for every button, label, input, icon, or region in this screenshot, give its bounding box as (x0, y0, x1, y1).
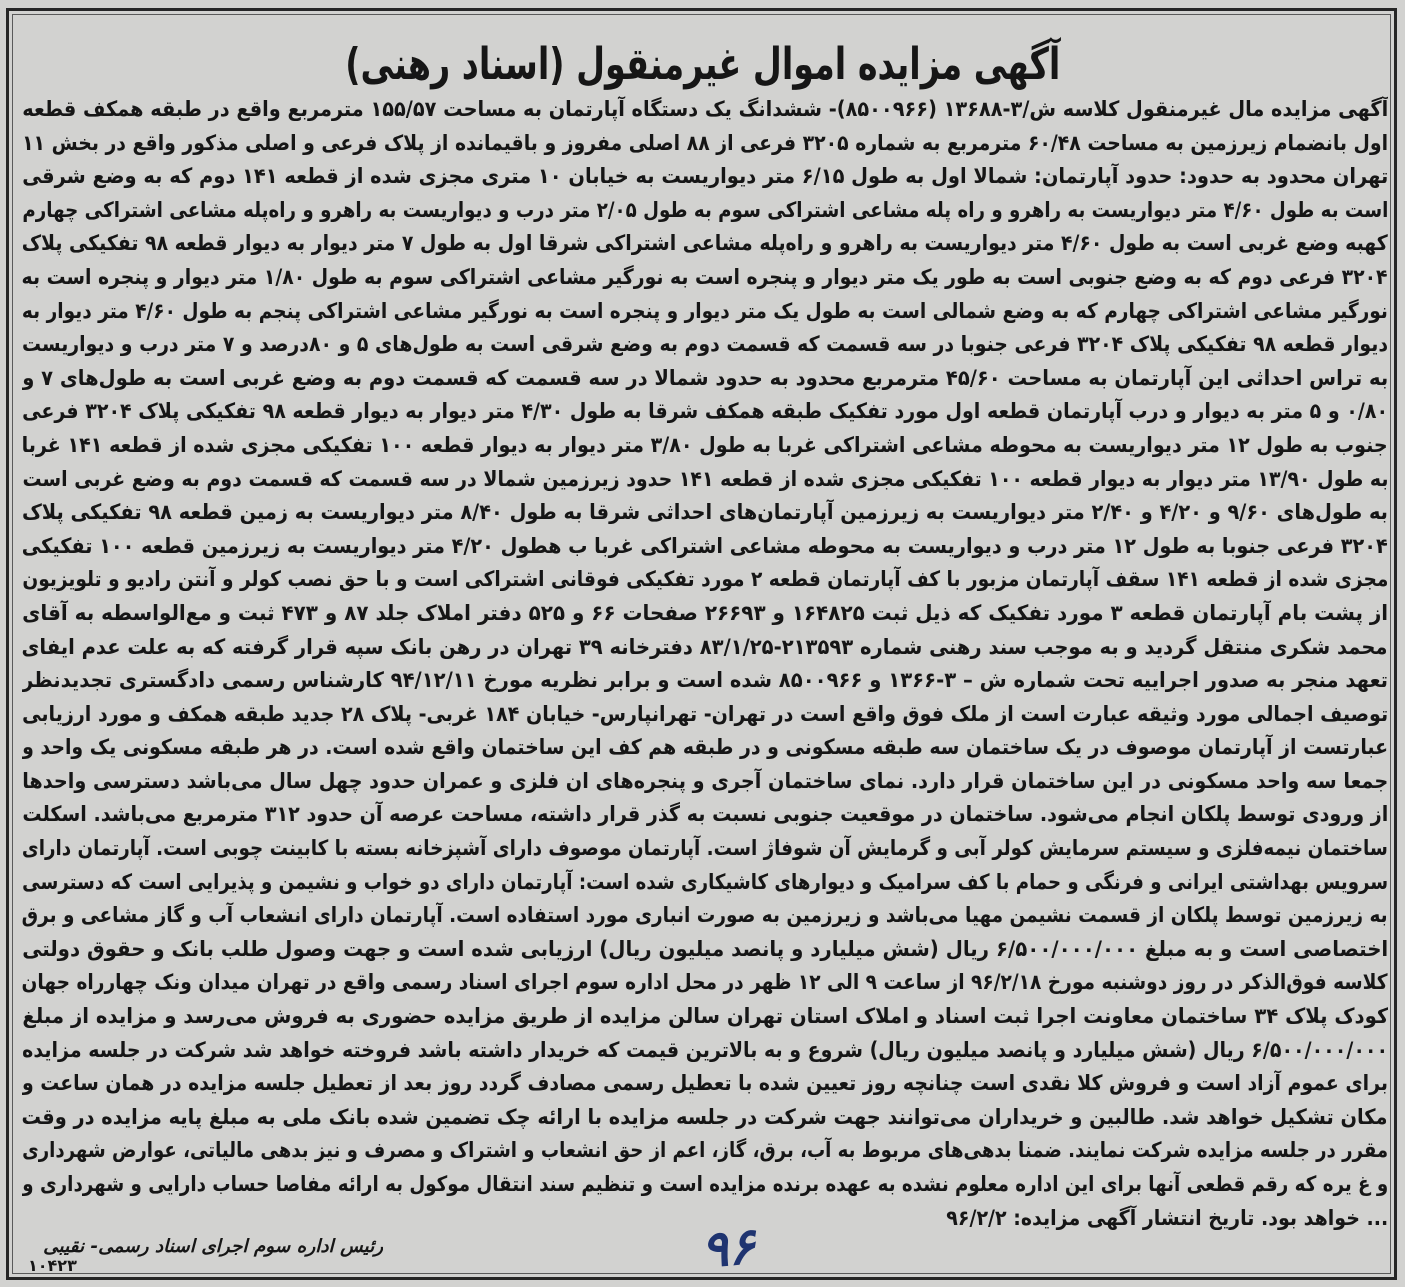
notice-line-text: کهبه وضع غربی است به طول ۴/۶۰ متر دیواریست به راهرو و راه‌پله مشاعی اشتراکی شرقا اول به طول ۷ متر دیوار به دیوار قطعه ۹۸ تفکیکی پلاک (22, 231, 1388, 256)
notice-line-text: کلاسه فوق‌الذکر در روز دوشنبه مورخ ۹۶/۲/۱۸ از ساعت ۹ الی ۱۲ ظهر در محل اداره سوم اجرای اسناد رسمی واقع در تهران میدان ونک چهارراه جهان (22, 970, 1388, 995)
notice-line (22, 832, 1388, 866)
notice-line-text: ۳۲۰۴ فرعی جنوبا به طول ۱۲ متر درب و دیواریست به محوطه مشاعی اشتراکی غربا ب هطول ۴/۲۰ متر دیواریست به زیرزمین قطعه ۱۰۰ تفکیکی (22, 533, 1388, 558)
notice-line (22, 798, 1388, 832)
notice-line (22, 731, 1388, 765)
notice-line-text: به طول‌های ۹/۶۰ و ۴/۲۰ و ۲/۴۰ متر دیواریست به زیرزمین آپارتمان‌های احداثی شرقا به طول ۸/۴۰ متر دیواریست به زمین قطعه ۹۸ تفکیکی پلاک (22, 500, 1388, 525)
notice-line-text: به زیرزمین توسط پلکان از قسمت نشیمن مهیا می‌باشد و زیرزمین به صورت انباری مورد استفاده است. آپارتمان دارای انشعاب آب و گاز مشاعی و برق (22, 903, 1388, 928)
notice-line-text: تعهد منجر به صدور اجراییه تحت شماره ش – ۳-۱۳۶۶ و ۸۵۰۰۹۶۶ شده است و برابر نظریه مورخ ۹۴/۱۲/۱۱ کارشناس رسمی دادگستری تجدیدنظر (22, 668, 1388, 693)
notice-line (22, 1067, 1388, 1101)
notice-line (22, 530, 1388, 564)
notice-line (22, 429, 1388, 463)
notice-line (22, 395, 1388, 429)
notice-line-text: عبارتست از آپارتمان موصوف در یک ساختمان سه طبقه مسکونی و در طبقه هم کف این ساختمان واقع شده است. در هر طبقه مسکونی یک واحد و (22, 735, 1388, 760)
notice-line-text: ۳۲۰۴ فرعی دوم که به وضع جنوبی است به طور یک متر دیوار و پنجره است به نورگیر مشاعی اشتراکی سوم به طول ۱/۸۰ متر دیوار و پنجره است به (22, 264, 1388, 289)
notice-line (22, 328, 1388, 362)
notice-line (22, 194, 1388, 228)
notice-line (22, 1168, 1388, 1202)
notice-line (22, 866, 1388, 900)
notice-line-text: تهران محدود به حدود: حدود آپارتمان: شمالا اول به طول ۶/۱۵ متر دیواریست به خیابان ۱۰ متری مجزی شده از قطعه ۱۴۱ دوم که به وضع شرقی (22, 164, 1388, 189)
notice-line-text: توصیف اجمالی مورد وثیقه عبارت است از ملک فوق واقع است در تهران- تهرانپارس- خیابان ۱۸۴ غربی- پلاک ۲۸ جدید طبقه همکف و مورد ارزیابی (22, 701, 1388, 726)
notice-line (22, 597, 1388, 631)
notice-line (22, 227, 1388, 261)
notice-line (22, 496, 1388, 530)
notice-line (22, 899, 1388, 933)
notice-line (22, 966, 1388, 1000)
notice-line (22, 463, 1388, 497)
notice-line-text: کودک پلاک ۳۴ ساختمان معاونت اجرا ثبت اسناد و املاک استان تهران سالن مزایده از طریق مزایده حضوری به فروش می‌رسد و مزایده از مبلغ (22, 1004, 1388, 1029)
notice-line-text: ساختمان نیمه‌فلزی و سیستم سرمایش کولر آبی و گرمایش آن شوفاژ است. آپارتمان موصوف دارای آشپزخانه بسته با کابینت چوبی است. آپارتمان دارای (22, 836, 1388, 861)
signature-line: رئیس اداره سوم اجرای اسناد رسمی- نقیبی (43, 1236, 383, 1257)
notice-line (22, 362, 1388, 396)
notice-line-text: به طول ۱۳/۹۰ متر دیوار به دیوار قطعه ۱۰۰ تفکیکی مجزی شده از قطعه ۱۴۱ حدود زیرزمین شمالا در سه قسمت که قسمت دوم به وضع غربی است (22, 466, 1388, 491)
notice-line (22, 127, 1388, 161)
notice-line (22, 93, 1388, 127)
notice-line-text: از پشت بام آپارتمان قطعه ۳ مورد تفکیک که ذیل ثبت ۱۶۴۸۲۵ و ۲۶۶۹۳ صفحات ۶۶ و ۵۲۵ دفتر املاک جلد ۸۷ و ۴۷۳ ثبت و مع‌الواسطه به آقای (22, 600, 1388, 625)
signature-block (38, 1233, 383, 1261)
notice-line-text: مجزی شده از قطعه ۱۴۱ سقف آپارتمان مزبور با کف آپارتمان قطعه ۲ مورد تفکیکی فوقانی اشتراکی است و با حق نصب کولر و آنتن رادیو و تلویزیون (22, 567, 1388, 592)
notice-line (22, 1134, 1388, 1168)
notice-line (22, 261, 1388, 295)
notice-line-text: نورگیر مشاعی اشتراکی چهارم که به وضع شمالی است به طول یک متر دیوار و پنجره است به نورگیر مشاعی اشتراکی پنجم به طول ۴/۶۰ متر دیوار به (22, 298, 1388, 323)
notice-code: ۱۰۴۲۳ (28, 1256, 77, 1275)
notice-line-text: ... خواهد بود. تاریخ انتشار آگهی مزایده: ۹۶/۲/۲ (946, 1205, 1388, 1230)
handwritten-note: ۹۶ (698, 1215, 758, 1280)
notice-line (22, 631, 1388, 665)
notice-line-text: و غ یره که رقم قطعی آنها برای این اداره معلوم نشده به عهده برنده مزایده است و تنظیم سند انتقال موکول به ارائه مفاصا حساب دارایی و شهرداری و (22, 1172, 1388, 1196)
notice-line-text: آگهی مزایده مال غیرمنقول کلاسه ش/۳-۱۳۶۸۸ (۸۵۰۰۹۶۶)- ششدانگ یک دستگاه آپارتمان به مساحت ۱۵۵/۵۷ مترمربع واقع در طبقه همکف قطعه (22, 97, 1388, 121)
notice-line (22, 1101, 1388, 1135)
notice-body (22, 93, 1388, 1235)
notice-line-text: اختصاصی است و به مبلغ ۶/۵۰۰/۰۰۰/۰۰۰ ریال (شش میلیارد و پانصد میلیون ریال) ارزیابی شده است و جهت وصول طلب بانک و حقوق دولتی (22, 936, 1388, 961)
notice-line (22, 160, 1388, 194)
notice-line-text: اول بانضمام زیرزمین به مساحت ۶۰/۴۸ مترمربع به شماره ۳۲۰۵ فرعی از ۸۸ اصلی مفروز و باقیمانده از پلاک فرعی و اصلی مذکور واقع در بخش ۱۱ (22, 130, 1388, 155)
notice-line (22, 933, 1388, 967)
notice-line (22, 563, 1388, 597)
notice-line-text: مکان تشکیل خواهد شد. طالبین و خریداران می‌توانند جهت شرکت در جلسه مزایده با ارائه چک تضمین شده بانک ملی به مبلغ پایه مزایده در وقت (22, 1104, 1388, 1129)
notice-line-text: جنوب به طول ۱۲ متر دیواریست به محوطه مشاعی اشتراکی غربا به طول ۳/۸۰ متر دیوار به دیوار قطعه ۱۰۰ تفکیکی مجزی شده از قطعه ۱۴۱ غربا (22, 432, 1388, 457)
notice-line (22, 664, 1388, 698)
notice-title-block (0, 36, 1405, 94)
notice-line (22, 698, 1388, 732)
notice-line-text: برای عموم آزاد است و فروش کلا نقدی است چنانچه روز تعیین شده با تعطیل رسمی مصادف گردد روز بعد از تعطیل جلسه مزایده در همان ساعت و (22, 1071, 1388, 1096)
notice-line (22, 765, 1388, 799)
notice-line-text: دیوار قطعه ۹۸ تفکیکی پلاک ۳۲۰۴ فرعی جنوبا در سه قسمت که قسمت دوم به وضع شرقی است به طول‌های ۵ و ۸۰درصد و ۷ متر درب و دیواریست (22, 332, 1388, 357)
notice-line-text: به تراس احداثی این آپارتمان به مساحت ۴۵/۶۰ مترمربع محدود به حدود شمالا در سه قسمت که قسمت دوم به وضع غربی است به طول‌های ۷ و (22, 365, 1388, 390)
notice-line-text: ۰/۸۰ و ۵ متر به دیوار و درب آپارتمان قطعه اول مورد تفکیک طبقه همکف شرقا به طول ۴/۳۰ متر دیوار به دیوار قطعه ۹۸ تفکیکی پلاک ۳۲۰۴ فرعی (22, 399, 1388, 424)
notice-line-text: از ورودی توسط پلکان انجام می‌شود. ساختمان در موقعیت جنوبی نسبت به گذر قرار داشته، مساحت عرصه آن حدود ۳۱۲ مترمربع می‌باشد. اسکلت (22, 802, 1388, 827)
notice-line-text: محمد شکری منتقل گردید و به موجب سند رهنی شماره ۲۱۳۵۹۳-۸۳/۱/۲۵ دفترخانه ۳۹ تهران در رهن بانک سپه قرار گرفته که به علت عدم ایفای (22, 634, 1388, 659)
notice-line-text: سرویس بهداشتی ایرانی و فرنگی و حمام با کف سرامیک و دیوارهای کاشیکاری شده است: آپارتمان دارای دو خواب و نشیمن و پذیرایی است که دسترسی (22, 869, 1388, 894)
notice-line-text: جمعا سه واحد مسکونی در این ساختمان قرار دارد. نمای ساختمان آجری و پنجره‌های ان فلزی و عمران حدود چهل سال می‌باشد دسترسی واحدها (22, 768, 1388, 793)
notice-line-text: ۶/۵۰۰/۰۰۰/۰۰۰ ریال (شش میلیارد و پانصد میلیون ریال) شروع و به بالاترین قیمت که خریدار داشته باشد فروخته خواهد شد شرکت در جلسه مزایده (22, 1037, 1388, 1062)
notice-line (22, 1034, 1388, 1068)
notice-title: آگهی مزایده اموال غیرمنقول (اسناد رهنی) (344, 39, 1060, 90)
notice-line (22, 1000, 1388, 1034)
notice-line (22, 295, 1388, 329)
notice-line-text: مقرر در جلسه مزایده شرکت نمایند. ضمنا بدهی‌های مربوط به آب، برق، گاز، اعم از حق انشعاب و اشتراک و مصرف و نیز بدهی مالیاتی، عوارض شهرداری (22, 1138, 1388, 1163)
notice-line-text: است به طول ۴/۶۰ متر دیواریست به راهرو و راه پله مشاعی اشتراکی سوم به طول ۲/۰۵ متر درب و دیواریست به راهرو و راه‌پله مشاعی اشتراکی چهارم (22, 197, 1388, 222)
